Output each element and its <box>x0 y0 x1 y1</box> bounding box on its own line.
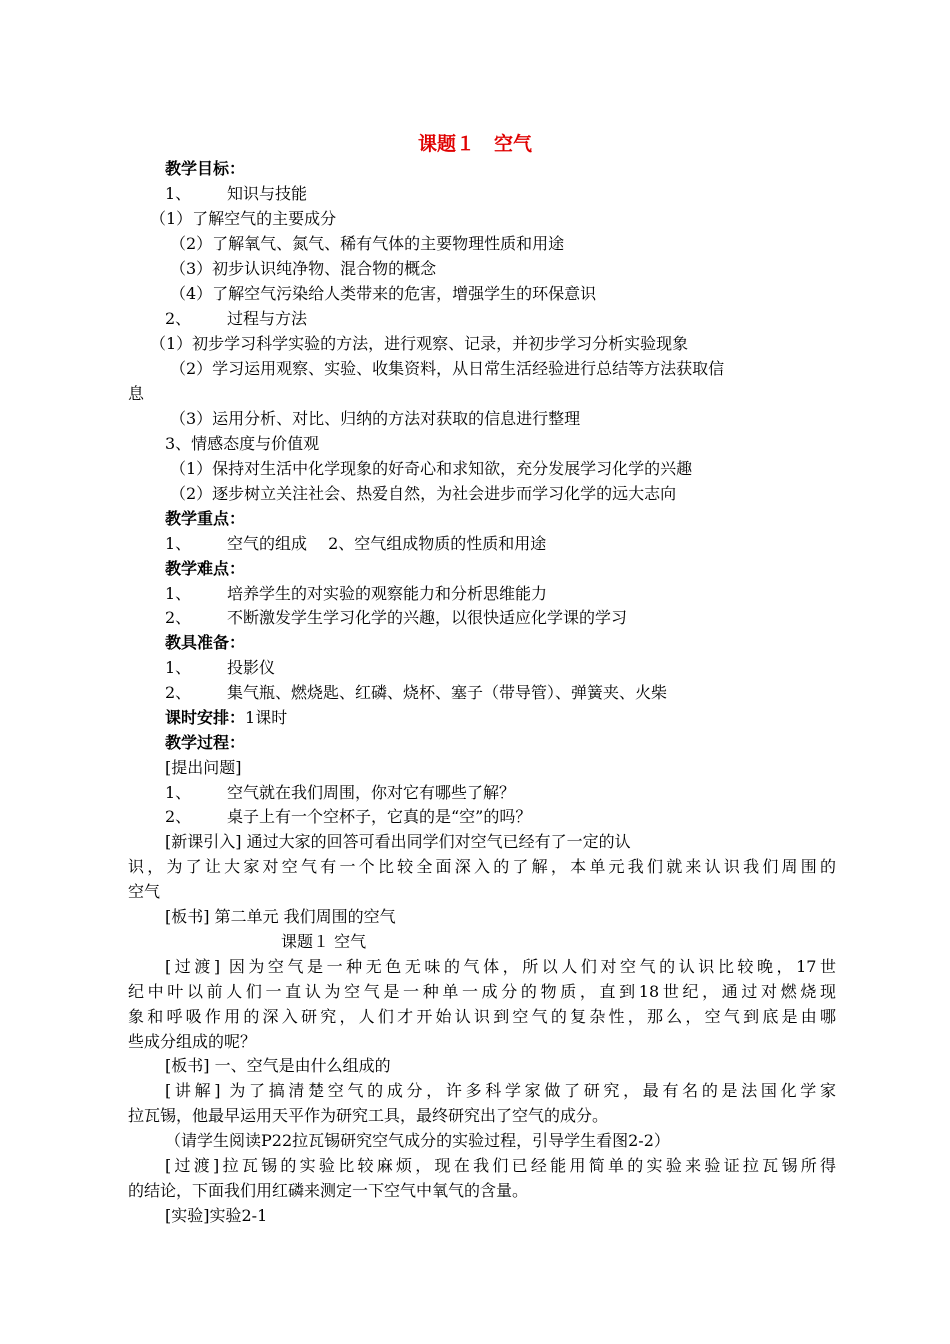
board-unit-title: [板书] 第二单元 我们周围的空气 <box>165 907 396 926</box>
item-text: 不断激发学生学习化学的兴趣，以很快适应化学课的学习 <box>227 608 628 627</box>
item-text: 集气瓶、燃烧匙、红磷、烧杯、塞子（带导管）、弹簧夹、火柴 <box>227 683 668 702</box>
item-number: 1、 <box>165 783 192 802</box>
objective-emotion: 3、情感态度与价值观 <box>165 434 320 453</box>
transition2-line-1: [过渡]拉瓦锡的实验比较麻烦，现在我们已经能用简单的实验来验证拉瓦锡所得 <box>165 1156 836 1175</box>
transition2-line-2: 的结论，下面我们用红磷来测定一下空气中氧气的含量。 <box>128 1181 529 1200</box>
schedule-value: 1课时 <box>245 708 288 727</box>
key-point-line <box>165 532 546 556</box>
lesson-title: 课题１ 空气 <box>417 133 532 155</box>
knowledge-item-2: （2）了解氧气、氮气、稀有气体的主要物理性质和用途 <box>170 234 565 253</box>
item-text: 空气就在我们周围，你对它有哪些了解？ <box>227 783 516 802</box>
item-text: 过程与方法 <box>227 309 308 328</box>
question-1 <box>165 781 515 805</box>
question-2 <box>165 805 531 829</box>
item-number: 1、 <box>165 658 192 677</box>
item-number: 1、 <box>165 534 192 553</box>
item-text: 知识与技能 <box>227 184 308 203</box>
process-heading: 教学过程： <box>165 733 246 752</box>
item-number: 2、 <box>165 309 192 328</box>
intro-line-1: [新课引入] 通过大家的回答可看出同学们对空气已经有了一定的认 <box>165 832 631 851</box>
board-section-1: [板书] 一、空气是由什么组成的 <box>165 1056 391 1075</box>
material-1 <box>165 656 275 680</box>
material-2 <box>165 681 667 705</box>
transition-line-2: 纪中叶以前人们一直认为空气是一种单一成分的物质，直到18世纪，通过对燃烧现 <box>128 982 836 1001</box>
transition-line-3: 象和呼吸作用的深入研究，人们才开始认识到空气的复杂性，那么，空气到底是由哪 <box>128 1007 836 1026</box>
emotion-item-2: （2）逐步树立关注社会、热爱自然，为社会进步而学习化学的远大志向 <box>170 484 677 503</box>
experiment-label: [实验]实验2-1 <box>165 1206 268 1225</box>
process-item-2-cont: 息 <box>128 384 145 403</box>
item-number: 2、 <box>165 683 192 702</box>
item-number: 2、 <box>165 807 192 826</box>
process-item-1: （1）初步学习科学实验的方法，进行观察、记录，并初步学习分析实验现象 <box>150 334 689 353</box>
schedule-line <box>165 706 287 730</box>
item-number: 1、 <box>165 584 192 603</box>
explain-line-2: 拉瓦锡，他最早运用天平作为研究工具，最终研究出了空气的成分。 <box>128 1106 609 1125</box>
objectives-heading: 教学目标： <box>165 159 246 178</box>
objective-process <box>165 307 307 331</box>
schedule-label: 课时安排： <box>165 708 246 727</box>
process-item-2: （2）学习运用观察、实验、收集资料，从日常生活经验进行总结等方法获取信 <box>170 359 725 378</box>
difficulty-1 <box>165 582 547 606</box>
reading-instruction: （请学生阅读P22拉瓦锡研究空气成分的实验过程，引导学生看图2-2） <box>165 1131 670 1150</box>
transition-line-4: 些成分组成的呢？ <box>128 1032 257 1051</box>
transition-line-1: [过渡] 因为空气是一种无色无味的气体，所以人们对空气的认识比较晚，17世 <box>165 957 836 976</box>
question-label: [提出问题] <box>165 758 242 777</box>
knowledge-item-1: （1）了解空气的主要成分 <box>150 209 337 228</box>
emotion-item-1: （1）保持对生活中化学现象的好奇心和求知欲，充分发展学习化学的兴趣 <box>170 459 693 478</box>
item-text: 投影仪 <box>227 658 276 677</box>
explain-line-1: [讲解] 为了搞清楚空气的成分，许多科学家做了研究，最有名的是法国化学家 <box>165 1081 836 1100</box>
process-item-3: （3）运用分析、对比、归纳的方法对获取的信息进行整理 <box>170 409 581 428</box>
item-text: 空气的组成 2、空气组成物质的性质和用途 <box>227 534 547 553</box>
board-lesson-title: 课题１ 空气 <box>281 932 367 951</box>
item-number: 2、 <box>165 608 192 627</box>
item-number: 1、 <box>165 184 192 203</box>
item-text: 培养学生的对实验的观察能力和分析思维能力 <box>227 584 548 603</box>
intro-line-3: 空气 <box>128 882 161 901</box>
materials-heading: 教具准备： <box>165 633 246 652</box>
item-text: 桌子上有一个空杯子，它真的是“空”的吗？ <box>227 807 532 826</box>
key-points-heading: 教学重点： <box>165 509 246 528</box>
intro-line-2: 识，为了让大家对空气有一个比较全面深入的了解，本单元我们就来认识我们周围的 <box>128 857 836 876</box>
knowledge-item-4: （4）了解空气污染给人类带来的危害，增强学生的环保意识 <box>170 284 597 303</box>
knowledge-item-3: （3）初步认识纯净物、混合物的概念 <box>170 259 437 278</box>
objective-knowledge <box>165 182 307 206</box>
difficulty-2 <box>165 606 627 630</box>
difficulties-heading: 教学难点： <box>165 559 246 578</box>
